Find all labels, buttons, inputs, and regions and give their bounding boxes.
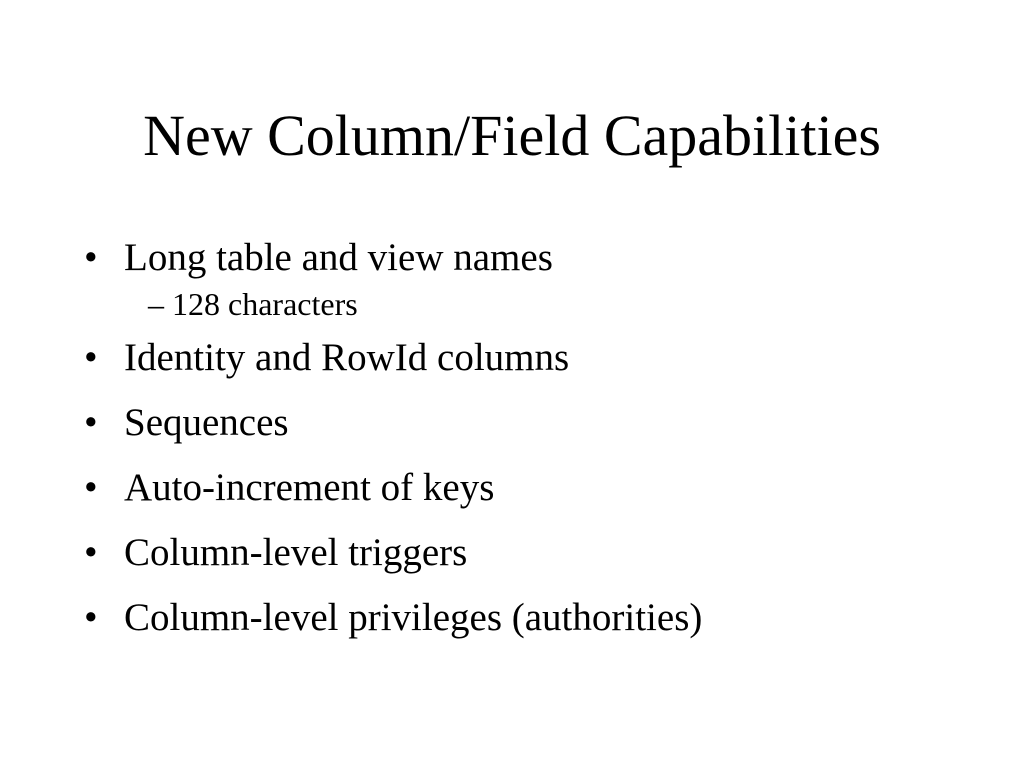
bullet-dot-icon: • [84, 531, 98, 574]
bullet-text: Identity and RowId columns [124, 336, 570, 379]
bullet-text: Auto-increment of keys [124, 466, 495, 509]
bullet-dot-icon: • [84, 336, 98, 379]
bullet-item [84, 529, 702, 577]
sub-bullet-item [148, 284, 702, 324]
bullet-dot-icon: • [84, 236, 98, 279]
slide-title: New Column/Field Capabilities [143, 103, 881, 168]
bullet-item [84, 464, 702, 512]
bullet-text: Sequences [124, 401, 289, 444]
bullet-item [84, 334, 702, 382]
bullet-list [84, 234, 702, 659]
bullet-text: Column-level triggers [124, 531, 468, 574]
sub-bullet-text: 128 characters [172, 286, 358, 322]
bullet-dot-icon: • [84, 401, 98, 444]
dash-icon: – [148, 286, 164, 322]
bullet-item [84, 594, 702, 642]
bullet-item [84, 399, 702, 447]
bullet-text: Long table and view names [124, 236, 553, 279]
sub-bullet-list [124, 284, 702, 324]
bullet-text: Column-level privileges (authorities) [124, 596, 703, 639]
bullet-item [84, 234, 702, 324]
bullet-dot-icon: • [84, 466, 98, 509]
bullet-dot-icon: • [84, 596, 98, 639]
